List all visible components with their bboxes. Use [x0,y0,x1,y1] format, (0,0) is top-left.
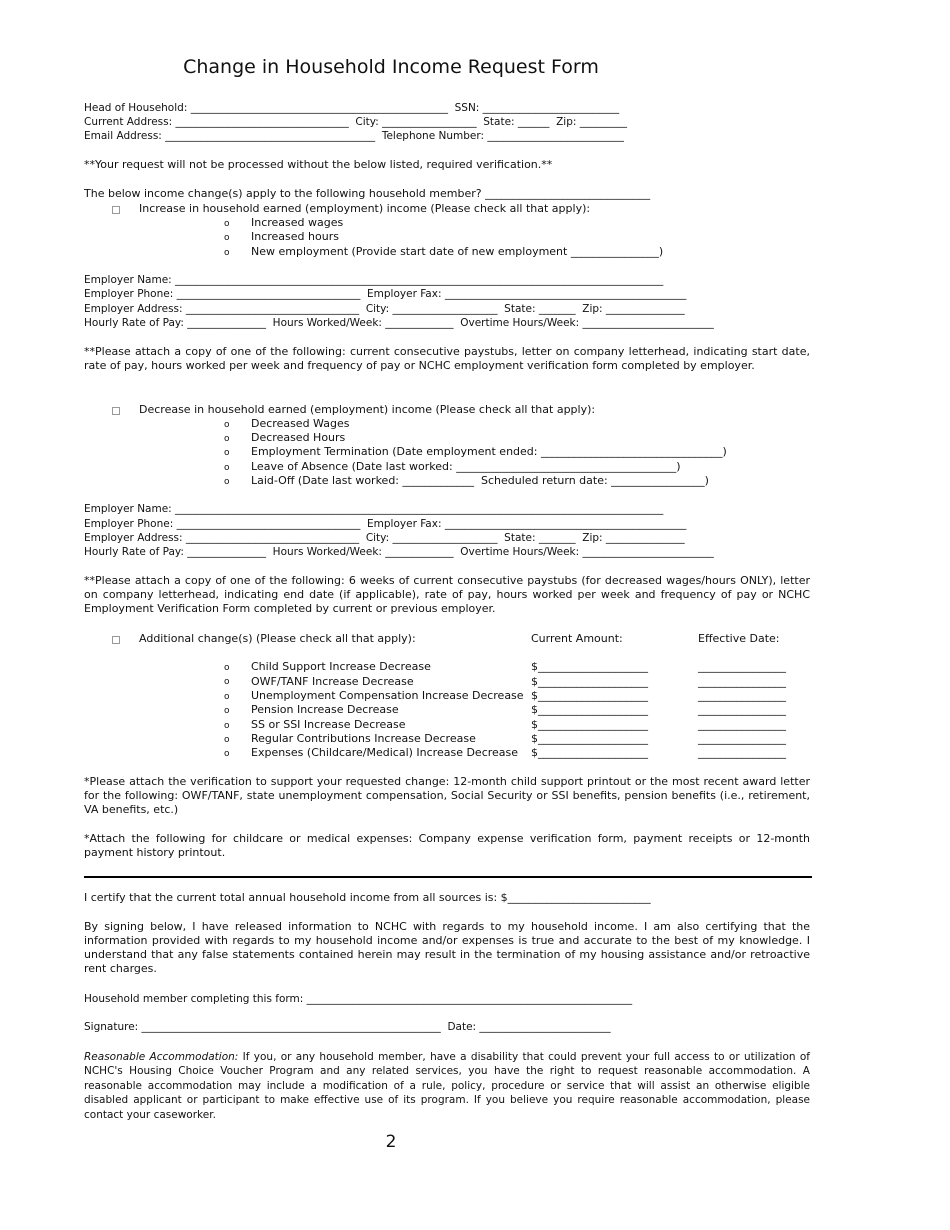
date-field[interactable]: ________________ [698,703,786,716]
household-member-field[interactable]: The below income change(s) apply to the following household member? ______________________________ [84,187,651,200]
bullet-icon: o [224,448,230,458]
decrease-attach-note: **Please attach a copy of one of the following: 6 weeks of current consecutive paystubs (for decreased wages/hours ONLY), letter on company letterhead, indicating end date (if applicable), rate of pay, hours worked per week and frequency of pay or NCHC Employment Verification Form completed by current or previous employer. [84,574,810,615]
date-field[interactable]: ________________ [698,675,786,688]
additional-item: OWF/TANF Increase Decrease [251,675,414,688]
bullet-icon: o [224,477,230,487]
additional-item: Regular Contributions Increase Decrease [251,732,476,745]
required-verification-notice: **Your request will not be processed without the below listed, required verification.** [84,158,553,171]
bullet-icon: o [224,420,230,430]
effective-date-header: Effective Date: [698,632,780,645]
form-title: Change in Household Income Request Form [183,56,599,78]
increase-item: Increased hours [251,230,339,243]
employer-name-field[interactable]: Employer Name: _____________________________________________________________________________________________ [84,503,664,515]
decrease-item: Decreased Wages [251,417,350,430]
current-amount-header: Current Amount: [531,632,623,645]
bullet-icon: o [224,219,230,229]
expenses-attach-note: *Attach the following for childcare or medical expenses: Company expense verification form, payment receipts or 12-month payment history printout. [84,832,810,859]
bullet-icon: o [224,434,230,444]
employer-address-field[interactable]: Employer Address: _________________________________ City: ____________________ State: _______ Zip: _______________ [84,303,685,315]
decrease-item: Decreased Hours [251,431,346,444]
increase-heading: Increase in household earned (employment) income (Please check all that apply): [139,202,591,215]
bullet-icon: o [224,677,230,687]
page-number: 2 [385,1132,397,1152]
additional-heading: Additional change(s) (Please check all that apply): [139,632,416,645]
increase-attach-note: **Please attach a copy of one of the following: current consecutive paystubs, letter on company letterhead, indicating start date, rate of pay, hours worked per week and frequency of pay or NCHC employment verification form completed by employer. [84,345,810,372]
additional-item: Unemployment Compensation Increase Decrease [251,689,524,702]
bullet-icon: o [224,706,230,716]
employer-phone-field[interactable]: Employer Phone: ___________________________________ Employer Fax: ______________________________________________ [84,288,687,300]
additional-item: Pension Increase Decrease [251,703,399,716]
current-address-field[interactable]: Current Address: _________________________________ City: __________________ State: ______ Zip: _________ [84,116,628,128]
increase-item: Increased wages [251,216,344,229]
bullet-icon: o [224,663,230,673]
hourly-rate-field[interactable]: Hourly Rate of Pay: _______________ Hours Worked/Week: _____________ Overtime Hours/Week: _________________________ [84,317,714,329]
additional-attach-note: *Please attach the verification to support your requested change: 12-month child support printout or the most recent award letter for the following: OWF/TANF, state unemployment compensation, Social Security or SSI benefits, pension benefits (i.e., retirement, VA benefits, etc.) [84,775,810,816]
section-divider [84,876,812,878]
employer-name-field[interactable]: Employer Name: _____________________________________________________________________________________________ [84,274,664,286]
bullet-icon: o [224,233,230,243]
accommodation-notice [84,1050,810,1122]
date-field[interactable]: ________________ [698,746,786,759]
member-completing-field[interactable]: Household member completing this form: ______________________________________________________________ [84,993,633,1005]
bullet-icon: o [224,463,230,473]
amount-field[interactable]: $____________________ [531,718,648,731]
increase-item[interactable]: New employment (Provide start date of new employment ________________) [251,245,664,258]
additional-item: SS or SSI Increase Decrease [251,718,406,731]
signature-field[interactable]: Signature: _________________________________________________________ Date: _________________________ [84,1021,611,1033]
additional-checkbox[interactable] [112,636,120,644]
bullet-icon: o [224,248,230,258]
date-field[interactable]: ________________ [698,718,786,731]
decrease-checkbox[interactable] [112,407,120,415]
accommodation-text: If you, or any household member, have a disability that could prevent your full access to or utilization of NCHC's Housing Choice Voucher Program and any related services, you have the right to request reasonable accommodation. A reasonable accommodation may include a modification of a rule, policy, procedure or service that will assist an otherwise eligible disabled applicant or participant to make effective use of its program. If you believe you require reasonable accommodation, please contact your caseworker. [84,1051,810,1121]
increase-checkbox[interactable] [112,206,120,214]
signing-statement: By signing below, I have released information to NCHC with regards to my household income. I am also certifying that the information provided with regards to my household income and/or expenses is true and accurate to the best of my knowledge. I understand that any false statements contained herein may result in the termination of my housing assistance and/or retroactive rent charges. [84,920,810,975]
amount-field[interactable]: $____________________ [531,746,648,759]
hourly-rate-field[interactable]: Hourly Rate of Pay: _______________ Hours Worked/Week: _____________ Overtime Hours/Week: _________________________ [84,546,714,558]
bullet-icon: o [224,749,230,759]
decrease-item[interactable]: Laid-Off (Date last worked: _____________ Scheduled return date: _________________) [251,474,709,487]
additional-item: Expenses (Childcare/Medical) Increase Decrease [251,746,519,759]
decrease-item[interactable]: Employment Termination (Date employment ended: _________________________________) [251,445,727,458]
certify-income-field[interactable]: I certify that the current total annual household income from all sources is: $__________________________ [84,891,651,904]
bullet-icon: o [224,692,230,702]
date-field[interactable]: ________________ [698,660,786,673]
bullet-icon: o [224,721,230,731]
amount-field[interactable]: $____________________ [531,660,648,673]
amount-field[interactable]: $____________________ [531,732,648,745]
email-address-field[interactable]: Email Address: ________________________________________ Telephone Number: __________________________ [84,130,624,142]
head-of-household-field[interactable]: Head of Household: _________________________________________________ SSN: __________________________ [84,102,620,114]
date-field[interactable]: ________________ [698,689,786,702]
amount-field[interactable]: $____________________ [531,703,648,716]
decrease-heading: Decrease in household earned (employment) income (Please check all that apply): [139,403,596,416]
date-field[interactable]: ________________ [698,732,786,745]
amount-field[interactable]: $____________________ [531,689,648,702]
accommodation-label: Reasonable Accommodation: [84,1051,239,1063]
decrease-item[interactable]: Leave of Absence (Date last worked: ________________________________________) [251,460,681,473]
employer-phone-field[interactable]: Employer Phone: ___________________________________ Employer Fax: ______________________________________________ [84,518,687,530]
employer-address-field[interactable]: Employer Address: _________________________________ City: ____________________ State: _______ Zip: _______________ [84,532,685,544]
additional-item: Child Support Increase Decrease [251,660,431,673]
bullet-icon: o [224,735,230,745]
amount-field[interactable]: $____________________ [531,675,648,688]
